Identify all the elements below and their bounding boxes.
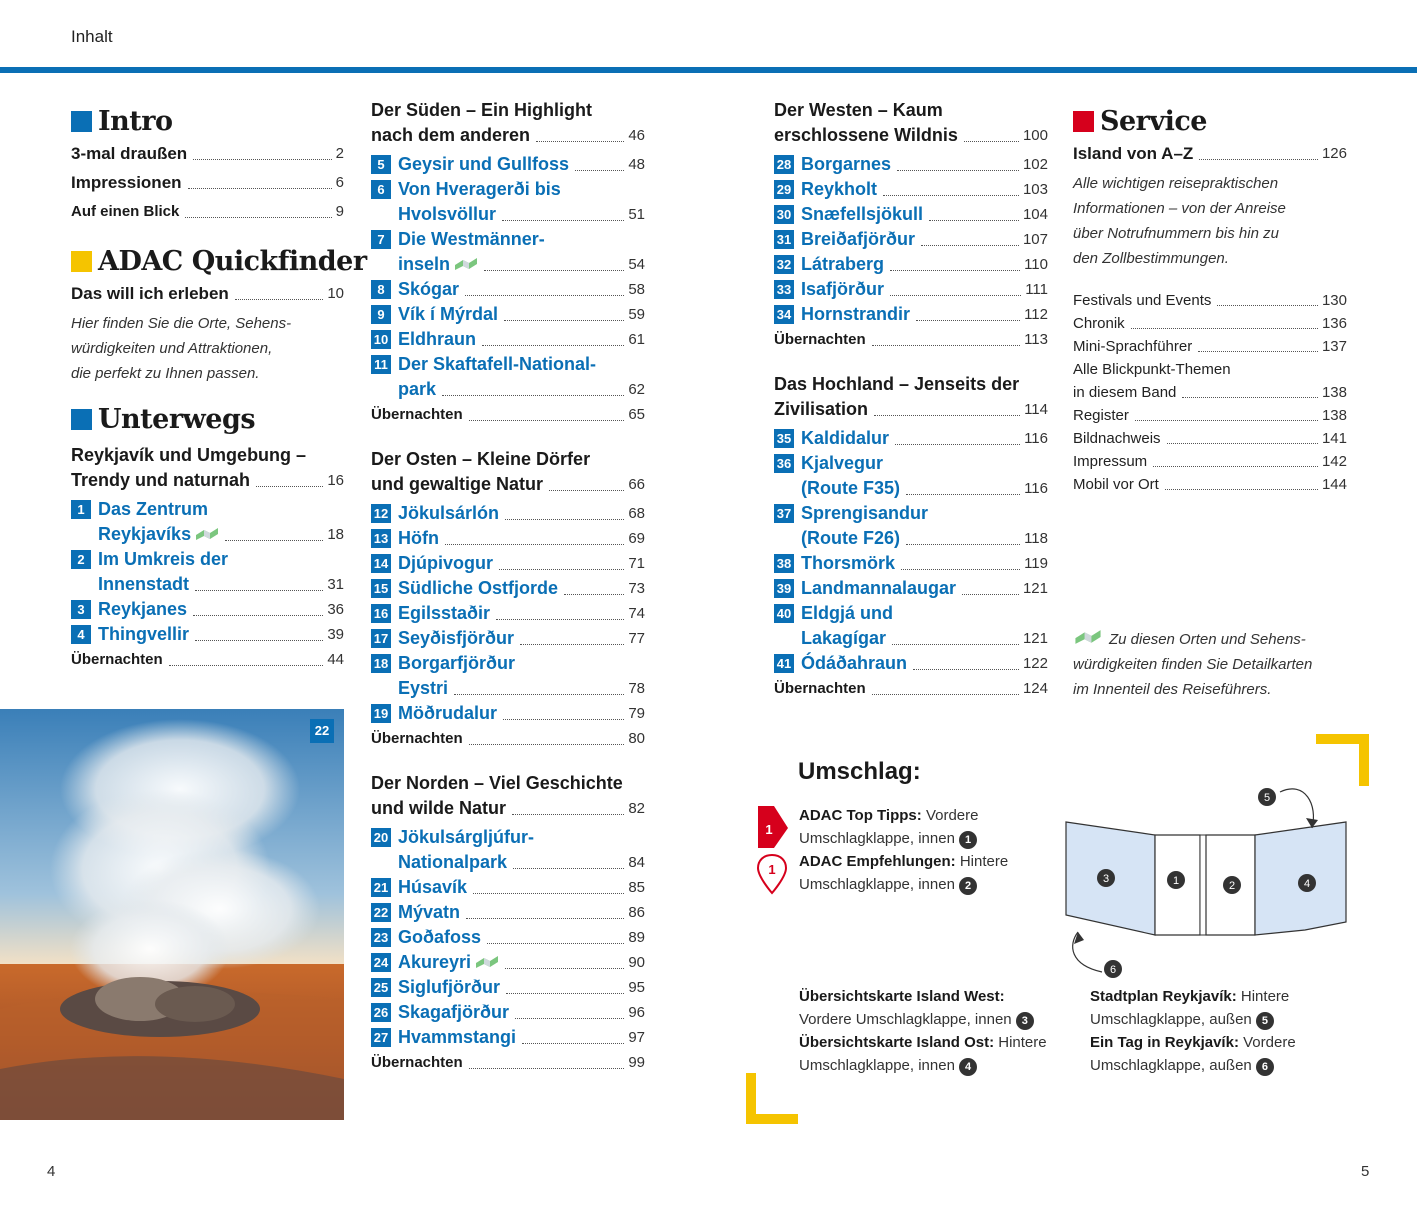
toc-row[interactable]: 3-mal draußen 2 <box>71 144 344 163</box>
map-icon <box>454 257 478 271</box>
number-circle-icon: 6 <box>1256 1058 1274 1076</box>
column-sueden-osten-norden <box>371 98 645 1075</box>
toc-entry[interactable]: 2 Im Umkreis der Innenstadt 31 <box>71 547 344 597</box>
toc-entry[interactable]: 1 Das Zentrum Reykjavíks 18 <box>71 497 344 547</box>
svg-text:2: 2 <box>1228 880 1236 892</box>
column-westen-hochland <box>774 98 1048 701</box>
page-number-left: 4 <box>47 1163 56 1180</box>
toc-row-stay[interactable]: Übernachten 113 <box>774 331 1048 348</box>
region-title-row[interactable]: und gewaltige Natur 66 <box>371 474 645 494</box>
page-number-right: 5 <box>1361 1163 1370 1180</box>
toc-entry[interactable]: 7 Die Westmänner- inseln 54 <box>371 227 645 277</box>
section-title: ADAC Quickfinder <box>98 246 367 277</box>
blue-square-icon <box>71 111 92 132</box>
empfehlung-marker-icon <box>756 853 790 897</box>
toc-entry[interactable]: 4 Thingvellir 39 <box>71 622 344 647</box>
region-title-row[interactable]: Trendy und naturnah 16 <box>71 470 344 490</box>
empfehlung-marker-number: 1 <box>768 862 776 877</box>
region-title-row[interactable]: und wilde Natur 82 <box>371 798 645 818</box>
toc-entry[interactable]: 29 Reykholt 103 <box>774 177 1048 202</box>
toc-row[interactable]: in diesem Band 138 <box>1073 384 1347 401</box>
region-title-row[interactable]: Zivilisation 114 <box>774 399 1048 419</box>
red-square-icon <box>1073 111 1094 132</box>
toc-entry[interactable]: 41 Ódáðahraun 122 <box>774 651 1048 676</box>
blue-square-icon <box>71 409 92 430</box>
service-description: Alle wichtigen reisepraktischen Informationen – von der Anreise über Notrufnummern bis hin zu den Zollbestimmungen. <box>1073 175 1286 267</box>
map-icon <box>1073 629 1103 645</box>
toc-entry[interactable]: 27 Hvammstangi 97 <box>371 1025 645 1050</box>
toc-row[interactable]: Island von A–Z 126 <box>1073 144 1347 163</box>
region-title: Der Osten – Kleine Dörfer <box>371 449 591 469</box>
region-title: Der Süden – Ein Highlight <box>371 100 593 120</box>
toc-row[interactable]: Mini-Sprachführer 137 <box>1073 338 1347 355</box>
toc-entry[interactable]: 20 Jökulsárgljúfur- Nationalpark 84 <box>371 825 645 875</box>
toc-entry[interactable]: 40 Eldgjá und Lakagígar 121 <box>774 601 1048 651</box>
cover-legend-maps: Übersichtskarte Island West: Vordere Umschlagklappe, innen 3 Übersichtskarte Island Ost: Hintere Umschlagklappe, innen 4 <box>799 988 1047 1074</box>
toc-row[interactable]: Impressionen 6 <box>71 173 344 192</box>
quickfinder-description: Hier finden Sie die Orte, Sehens- würdigkeiten und Attraktionen, die perfekt zu Ihnen passen. <box>71 315 292 382</box>
svg-text:3: 3 <box>1102 873 1110 885</box>
toc-entry[interactable]: 10 Eldhraun 61 <box>371 327 645 352</box>
toc-entry[interactable]: 39 Landmannalaugar 121 <box>774 576 1048 601</box>
region-title: Reykjavík und Umgebung – <box>71 445 307 465</box>
toc-entry[interactable]: 3 Reykjanes 36 <box>71 597 344 622</box>
toc-entry[interactable]: 23 Goðafoss 89 <box>371 925 645 950</box>
toc-row[interactable]: Impressum 142 <box>1073 453 1347 470</box>
toc-entry[interactable]: 38 Thorsmörk 119 <box>774 551 1048 576</box>
toc-entry[interactable]: 22 Mývatn 86 <box>371 900 645 925</box>
svg-text:5: 5 <box>1263 792 1271 804</box>
top-tipp-marker-number: 1 <box>765 822 773 837</box>
svg-text:4: 4 <box>1303 878 1311 890</box>
detail-map-note: Zu diesen Orten und Sehens- würdigkeiten finden Sie Detailkarten im Innenteil des Reiseführers. <box>1073 631 1313 698</box>
toc-entry[interactable]: 9 Vík í Mýrdal 59 <box>371 302 645 327</box>
toc-row[interactable]: Auf einen Blick 9 <box>71 203 344 220</box>
region-title: Der Westen – Kaum <box>774 100 943 120</box>
section-title: Service <box>1100 106 1207 137</box>
yellow-corner-bracket <box>746 1073 800 1127</box>
region-title-row[interactable]: nach dem anderen 46 <box>371 125 645 145</box>
number-circle-icon: 4 <box>959 1058 977 1076</box>
map-icon <box>475 955 499 969</box>
toc-row[interactable]: Bildnachweis 141 <box>1073 430 1347 447</box>
toc-entry[interactable]: 30 Snæfellsjökull 104 <box>774 202 1048 227</box>
toc-entry[interactable]: 16 Egilsstaðir 74 <box>371 601 645 626</box>
toc-entry[interactable]: 28 Borgarnes 102 <box>774 152 1048 177</box>
toc-row[interactable]: Festivals und Events 130 <box>1073 292 1347 309</box>
toc-entry[interactable]: 17 Seyðisfjörður 77 <box>371 626 645 651</box>
toc-entry[interactable]: 14 Djúpivogur 71 <box>371 551 645 576</box>
page-header-label: Inhalt <box>71 27 113 46</box>
toc-entry[interactable]: 18 Borgarfjörður Eystri 78 <box>371 651 645 701</box>
region-title: Der Norden – Viel Geschichte <box>371 773 623 793</box>
section-title: Intro <box>98 106 173 137</box>
svg-text:6: 6 <box>1109 964 1117 976</box>
section-intro-heading <box>71 106 344 137</box>
cover-legend-city: Stadtplan Reykjavík: Hintere Umschlagklappe, außen 5 Ein Tag in Reykjavík: Vordere Umschlagklappe, außen 6 <box>1090 988 1296 1074</box>
number-circle-icon: 3 <box>1016 1012 1034 1030</box>
toc-row[interactable]: Register 138 <box>1073 407 1347 424</box>
section-service-heading <box>1073 106 1347 137</box>
toc-entry[interactable]: 5 Geysir und Gullfoss 48 <box>371 152 645 177</box>
section-title: Unterwegs <box>98 404 256 435</box>
toc-row-stay[interactable]: Übernachten 80 <box>371 730 645 747</box>
toc-row[interactable]: Mobil vor Ort 144 <box>1073 476 1347 493</box>
geothermal-photo <box>0 709 344 1120</box>
toc-entry[interactable]: 25 Siglufjörður 95 <box>371 975 645 1000</box>
toc-entry[interactable]: 33 Isafjörður 111 <box>774 277 1048 302</box>
toc-row[interactable]: Chronik 136 <box>1073 315 1347 332</box>
toc-entry[interactable]: 36 Kjalvegur (Route F35) 116 <box>774 451 1048 501</box>
section-unterwegs-heading <box>71 404 344 435</box>
toc-entry[interactable]: 13 Höfn 69 <box>371 526 645 551</box>
column-intro <box>71 98 367 672</box>
toc-entry[interactable]: 21 Húsavík 85 <box>371 875 645 900</box>
toc-row[interactable]: Das will ich erleben 10 <box>71 284 344 303</box>
toc-row-themes: Alle Blickpunkt-Themen <box>1073 361 1231 378</box>
toc-entry[interactable]: 12 Jökulsárlón 68 <box>371 501 645 526</box>
toc-entry[interactable]: 31 Breiðafjörður 107 <box>774 227 1048 252</box>
number-circle-icon: 5 <box>1256 1012 1274 1030</box>
toc-row-stay[interactable]: Übernachten 99 <box>371 1054 645 1071</box>
toc-entry[interactable]: 26 Skagafjörður 96 <box>371 1000 645 1025</box>
header-rule <box>0 67 1417 73</box>
yellow-square-icon <box>71 251 92 272</box>
photo-number-badge: 22 <box>310 719 334 743</box>
toc-entry[interactable]: 32 Látraberg 110 <box>774 252 1048 277</box>
toc-row-stay[interactable]: Übernachten 44 <box>71 651 344 668</box>
toc-entry[interactable]: 35 Kaldidalur 116 <box>774 426 1048 451</box>
cover-title: Umschlag: <box>798 758 921 785</box>
number-circle-icon: 2 <box>959 877 977 895</box>
toc-entry[interactable]: 6 Von Hveragerði bis Hvolsvöllur 51 <box>371 177 645 227</box>
cover-fold-diagram <box>1060 780 1360 985</box>
svg-text:1: 1 <box>1172 875 1180 887</box>
region-title: Das Hochland – Jenseits der <box>774 374 1020 394</box>
column-service <box>1073 98 1347 496</box>
photo-illustration <box>0 709 344 1120</box>
map-icon <box>195 527 219 541</box>
section-quickfinder-heading <box>71 246 367 277</box>
region-title-row[interactable]: erschlossene Wildnis 100 <box>774 125 1048 145</box>
top-tipp-marker-icon <box>756 804 790 850</box>
cover-legend-top-tipps: ADAC Top Tipps: Vordere Umschlagklappe, innen 1 ADAC Empfehlungen: Hintere Umschlagklappe, innen 2 <box>799 807 1009 893</box>
toc-entry[interactable]: 37 Sprengisandur (Route F26) 118 <box>774 501 1048 551</box>
toc-entry[interactable]: 34 Hornstrandir 112 <box>774 302 1048 327</box>
number-circle-icon: 1 <box>959 831 977 849</box>
toc-entry[interactable]: 15 Südliche Ostfjorde 73 <box>371 576 645 601</box>
toc-row-stay[interactable]: Übernachten 124 <box>774 680 1048 697</box>
toc-entry[interactable]: 19 Möðrudalur 79 <box>371 701 645 726</box>
toc-entry[interactable]: 11 Der Skaftafell-National- park 62 <box>371 352 645 402</box>
toc-row-stay[interactable]: Übernachten 65 <box>371 406 645 423</box>
toc-entry[interactable]: 8 Skógar 58 <box>371 277 645 302</box>
toc-entry[interactable]: 24 Akureyri 90 <box>371 950 645 975</box>
